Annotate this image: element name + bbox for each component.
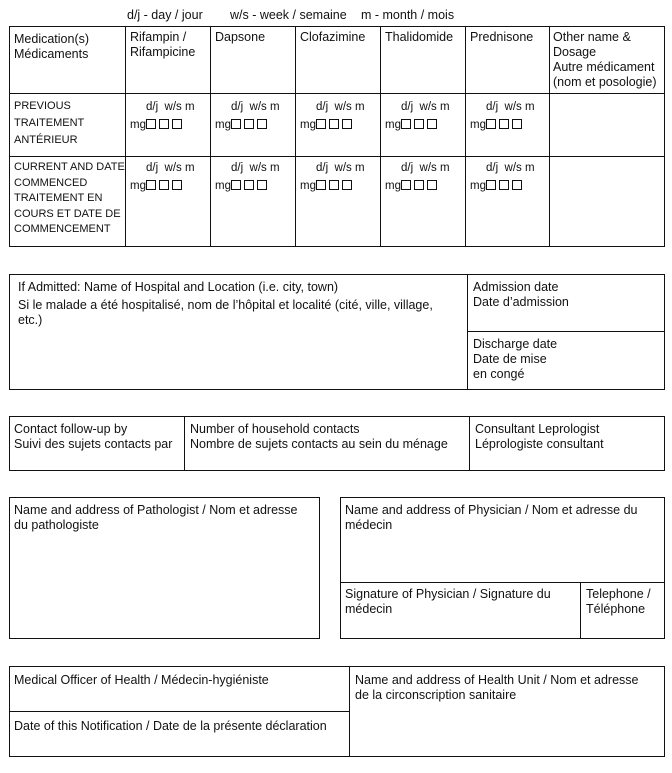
other-header-line: Autre médicament (553, 60, 655, 74)
physician-name-label: Name and address of Physician / Nom et adresse du (345, 503, 638, 517)
week-checkbox[interactable] (159, 180, 169, 190)
medical-officer-label: Medical Officer of Health / Médecin-hygiéniste (14, 673, 269, 687)
row-label-line: PREVIOUS (14, 100, 71, 112)
day-checkbox[interactable] (316, 119, 326, 129)
telephone-label-fr: Téléphone (586, 602, 646, 616)
hospital-label-en: If Admitted: Name of Hospital and Location (i.e. city, town) (18, 280, 339, 294)
drug-header-clofazimine (300, 30, 365, 45)
discharge-date-label-en: Discharge date (473, 337, 558, 351)
month-checkbox[interactable] (342, 180, 352, 190)
freq-day-label: d/j (146, 101, 159, 113)
freq-day-label: d/j (401, 101, 414, 113)
hospital-label-fr-2: etc.) (18, 313, 43, 327)
freq-day-label: d/j (486, 162, 499, 174)
health-unit-label-2: de la circonscription sanitaire (355, 688, 517, 702)
row-label-line: COMMENCEMENT (14, 223, 111, 235)
row-label-line: CURRENT AND DATE (14, 161, 125, 173)
health-unit-label: Name and address of Health Unit / Nom et adresse (355, 673, 639, 687)
drug-name: Clofazimine (300, 30, 366, 44)
admission-date-field[interactable] (473, 280, 569, 310)
drug-name: Prednisone (470, 30, 534, 44)
freq-month-label: m (355, 101, 365, 113)
month-checkbox[interactable] (512, 119, 522, 129)
day-checkbox[interactable] (486, 180, 496, 190)
row-label-line: COMMENCED (14, 176, 88, 189)
notification-date-field[interactable] (14, 719, 327, 734)
freq-day-label: d/j (231, 101, 244, 113)
drug-name: Rifampin / (130, 30, 187, 44)
household-contacts-label-en: Number of household contacts (190, 422, 360, 436)
household-contacts-field[interactable] (190, 422, 448, 452)
notification-date-label: Date of this Notification / Date de la présente déclaration (14, 719, 327, 733)
freq-week-label: w/s (164, 101, 182, 113)
other-medication-previous-field[interactable] (551, 95, 663, 155)
month-checkbox[interactable] (427, 119, 437, 129)
mg-unit-label: mg (130, 119, 146, 131)
mg-unit-label: mg (215, 180, 231, 192)
legend-week: w/s - week / semaine (230, 8, 347, 22)
freq-month-label: m (185, 162, 195, 174)
telephone-label-en: Telephone / (586, 587, 651, 601)
contact-followup-label-fr: Suivi des sujets contacts par (14, 437, 173, 451)
mg-unit-label: mg (385, 119, 401, 131)
mg-unit-label: mg (300, 119, 316, 131)
drug-name-fr: Rifampicine (130, 45, 196, 59)
admission-date-label-fr: Date d’admission (473, 295, 569, 309)
legend-month: m - month / mois (361, 8, 455, 22)
drug-name: Thalidomide (385, 30, 454, 44)
medical-officer-field[interactable] (14, 673, 269, 688)
week-checkbox[interactable] (244, 119, 254, 129)
freq-week-label: w/s (164, 162, 182, 174)
physician-telephone-field[interactable] (586, 587, 651, 617)
day-checkbox[interactable] (146, 180, 156, 190)
physician-signature-field[interactable] (345, 587, 551, 617)
mg-unit-label: mg (470, 119, 486, 131)
discharge-date-label-fr: Date de mise (473, 352, 547, 366)
consultant-leprologist-field[interactable] (475, 422, 604, 452)
freq-month-label: m (355, 162, 365, 174)
other-header-line: (nom et posologie) (553, 75, 657, 89)
freq-day-label: d/j (316, 101, 329, 113)
consultant-label-fr: Léprologiste consultant (475, 437, 604, 451)
other-header-line: Dosage (553, 45, 597, 59)
day-checkbox[interactable] (486, 119, 496, 129)
row-label-line: ANTÉRIEUR (14, 134, 78, 146)
week-checkbox[interactable] (414, 119, 424, 129)
physician-name-label-2: médecin (345, 518, 393, 532)
freq-week-label: w/s (419, 162, 437, 174)
day-checkbox[interactable] (231, 180, 241, 190)
drug-header-rifampin (130, 30, 195, 60)
mg-unit-label: mg (470, 180, 486, 192)
row-label-line: TRAITEMENT EN (14, 192, 103, 204)
drug-header-thalidomide (385, 30, 453, 45)
day-checkbox[interactable] (401, 119, 411, 129)
other-medication-current-field[interactable] (551, 158, 663, 245)
freq-month-label: m (440, 162, 450, 174)
discharge-date-label-fr-2: en congé (473, 367, 525, 381)
month-checkbox[interactable] (172, 180, 182, 190)
pathologist-field[interactable] (14, 503, 297, 533)
freq-month-label: m (440, 101, 450, 113)
week-checkbox[interactable] (244, 180, 254, 190)
contact-followup-field[interactable] (14, 422, 172, 452)
freq-day-label: d/j (146, 162, 159, 174)
freq-day-label: d/j (486, 101, 499, 113)
freq-week-label: w/s (504, 101, 522, 113)
month-checkbox[interactable] (512, 180, 522, 190)
drug-name: Dapsone (215, 30, 266, 44)
day-checkbox[interactable] (316, 180, 326, 190)
mg-unit-label: mg (385, 180, 401, 192)
pathologist-label: Name and address of Pathologist / Nom et adresse (14, 503, 298, 517)
week-checkbox[interactable] (159, 119, 169, 129)
contact-followup-label-en: Contact follow-up by (14, 422, 128, 436)
other-medication-header (553, 30, 657, 90)
week-checkbox[interactable] (499, 180, 509, 190)
admission-date-label-en: Admission date (473, 280, 559, 294)
freq-month-label: m (525, 101, 535, 113)
freq-month-label: m (270, 162, 280, 174)
freq-day-label: d/j (401, 162, 414, 174)
drug-header-prednisone (470, 30, 533, 45)
freq-week-label: w/s (504, 162, 522, 174)
month-checkbox[interactable] (257, 119, 267, 129)
freq-week-label: w/s (419, 101, 437, 113)
pathologist-label-2: du pathologiste (14, 518, 99, 532)
medication-header-en: Medication(s) (14, 32, 90, 46)
consultant-label-en: Consultant Leprologist (475, 422, 600, 436)
household-contacts-label-fr: Nombre de sujets contacts au sein du ménage (190, 437, 448, 451)
health-unit-field[interactable] (355, 673, 638, 703)
mg-unit-label: mg (215, 119, 231, 131)
freq-week-label: w/s (249, 162, 267, 174)
week-checkbox[interactable] (499, 119, 509, 129)
row-label-current (14, 160, 125, 238)
day-checkbox[interactable] (231, 119, 241, 129)
physician-signature-label: Signature of Physician / Signature du (345, 587, 551, 601)
freq-month-label: m (525, 162, 535, 174)
physician-signature-label-2: médecin (345, 602, 393, 616)
week-checkbox[interactable] (329, 119, 339, 129)
week-checkbox[interactable] (329, 180, 339, 190)
freq-day-label: d/j (316, 162, 329, 174)
freq-month-label: m (270, 101, 280, 113)
week-checkbox[interactable] (414, 180, 424, 190)
mg-unit-label: mg (300, 180, 316, 192)
medication-header-fr: Médicaments (14, 47, 89, 61)
physician-name-field[interactable] (345, 503, 638, 533)
freq-week-label: w/s (334, 162, 352, 174)
hospital-label-fr: Si le malade a été hospitalisé, nom de l’hôpital et localité (cité, ville, village, (18, 298, 433, 312)
row-label-line: COURS ET DATE DE (14, 207, 121, 220)
mg-unit-label: mg (130, 180, 146, 192)
legend-day: d/j - day / jour (127, 8, 203, 22)
other-header-line: Other name & (553, 30, 631, 44)
drug-header-dapsone (215, 30, 265, 45)
month-checkbox[interactable] (427, 180, 437, 190)
row-label-line: TRAITEMENT (14, 117, 85, 129)
freq-day-label: d/j (231, 162, 244, 174)
freq-month-label: m (185, 101, 195, 113)
month-checkbox[interactable] (172, 119, 182, 129)
day-checkbox[interactable] (401, 180, 411, 190)
medication-header (14, 32, 89, 62)
hospital-name-field[interactable] (18, 280, 433, 328)
row-label-previous (14, 98, 84, 149)
day-checkbox[interactable] (146, 119, 156, 129)
discharge-date-field[interactable] (473, 337, 557, 382)
month-checkbox[interactable] (257, 180, 267, 190)
freq-week-label: w/s (334, 101, 352, 113)
freq-week-label: w/s (249, 101, 267, 113)
month-checkbox[interactable] (342, 119, 352, 129)
